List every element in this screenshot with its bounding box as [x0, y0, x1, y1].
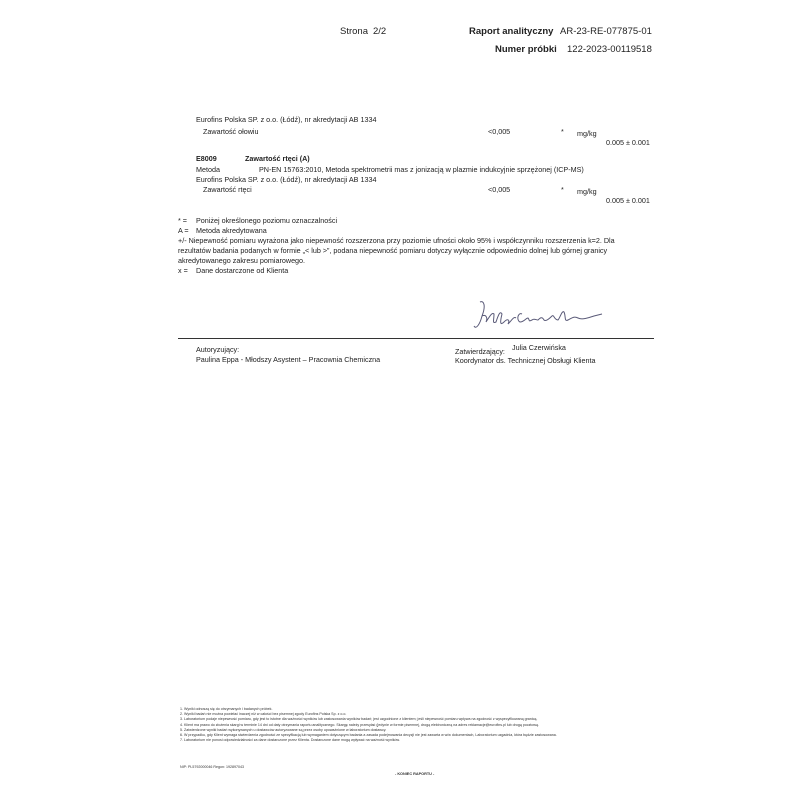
- sample-label: Numer próbki: [495, 44, 557, 55]
- param-lead: Zawartość ołowiu: [203, 127, 259, 136]
- unit-mercury: mg/kg: [577, 187, 597, 196]
- approver-label: Zatwierdzający:: [455, 347, 505, 356]
- authorizer-label: Autoryzujący:: [196, 345, 240, 354]
- signature-graphic: [470, 296, 610, 336]
- signature-divider: [178, 338, 654, 339]
- uncertainty-mercury: 0.005 ± 0.001: [606, 196, 650, 205]
- legend-uncertainty-line-1: +/- Niepewność pomiaru wyrażona jako niepewność rozszerzona przy poziomie ufności około 95% i współczynniku rozszerzenia k=2. Dla: [178, 236, 615, 245]
- legend-text-2: Metoda akredytowana: [196, 226, 267, 235]
- report-number: AR-23-RE-077875-01: [560, 26, 652, 37]
- page-label: Strona: [340, 26, 368, 37]
- uncertainty-lead: 0.005 ± 0.001: [606, 138, 650, 147]
- lab-accreditation-2: Eurofins Polska SP. z o.o. (Łódź), nr akredytacji AB 1334: [196, 175, 377, 184]
- page-number: 2/2: [373, 26, 387, 37]
- footnote-5: 5. Zatwierdzone wyniki badań wykonywanych u dostawców autoryzowane są przez osoby upoważnione w laboratorium dostawcy.: [180, 727, 387, 732]
- flag-mercury: *: [561, 185, 564, 194]
- footnote-6: 6. W przypadku, gdy Klient wymaga stwierdzenia zgodności ze specyfikacją lub wymaganiem dotyczącym badania a zasada podejmowania decyzji nie jest zawarta w w/w dokumentach, Laboratorium uzgadnia, która będzie zastosowana.: [180, 733, 557, 738]
- method-label: Metoda: [196, 165, 220, 174]
- footnote-2: 2. Wyniki badań nie można powielać inaczej niż w całości bez pisemnej zgody Eurofins Polska Sp. z o.o.: [180, 712, 347, 717]
- legend-key-2: A =: [178, 226, 189, 235]
- legend-uncertainty-line-2: rezultatów badania podanych w formie „< lub >”, podana niepewność pomiaru dotyczy wyłącznie odpowiednio dolnej lub górnej granicy: [178, 246, 608, 255]
- approver-name: Julia Czerwińska: [512, 343, 566, 352]
- footnote-7: 7. Laboratorium nie ponosi odpowiedzialności za dane dostarczone przez Klienta. Dostarczone dane mogą wpływać na ważność wyników.: [180, 738, 400, 743]
- nip-regon: NIP: PL5792000046 Regon: 192897043: [180, 765, 244, 769]
- result-mercury: <0,005: [488, 185, 511, 194]
- end-of-report: - KONIEC RAPORTU -: [395, 772, 435, 776]
- legend-uncertainty-line-3: akredytowanego zakresu pomiarowego.: [178, 256, 306, 265]
- footnote-4: 4. Klient ma prawo do złożenia skargi w terminie 14 dni od daty otrzymania raportu analitycznego. Skargę należy przesyłać (jedynie w formie pisemnej, drogą elektroniczną na adres reklamacje@eurofins.pl lub drogą pocztową.: [180, 722, 540, 727]
- footnote-3: 3. Laboratorium podaje niepewność pomiaru, gdy jest to istotne dla ważności wyników lub zastosowania wyników badań; jest uzgodnione z klientem; jeśli niepewność pomiaru wpływa na zgodność z wyspecyfikowaną granicą.: [180, 717, 538, 722]
- legend-key-4: x =: [178, 266, 188, 275]
- report-label: Raport analityczny: [469, 26, 554, 37]
- method-value: PN-EN 15763:2010, Metoda spektrometrii mas z jonizacją w plazmie indukcyjnie sprzężonej (ICP-MS): [259, 165, 584, 174]
- legend-text-1: Poniżej określonego poziomu oznaczalności: [196, 216, 338, 225]
- unit-lead: mg/kg: [577, 129, 597, 138]
- sample-number: 122-2023-00119518: [567, 44, 652, 55]
- legend-text-4: Dane dostarczone od Klienta: [196, 266, 289, 275]
- approver-role: Koordynator ds. Technicznej Obsługi Klienta: [455, 356, 596, 365]
- result-lead: <0,005: [488, 127, 511, 136]
- footnote-1: 1. Wyniki odnoszą się do otrzymanych i badanych próbek.: [180, 707, 273, 711]
- legend-key-1: * =: [178, 216, 187, 225]
- authorizer-name: Paulina Eppa - Młodszy Asystent – Pracownia Chemiczna: [196, 355, 381, 364]
- test-code: E8009: [196, 154, 217, 163]
- footnotes: [180, 707, 700, 743]
- test-title: Zawartość rtęci (A): [245, 154, 310, 163]
- param-mercury: Zawartość rtęci: [203, 185, 252, 194]
- lab-accreditation-1: Eurofins Polska SP. z o.o. (Łódź), nr akredytacji AB 1334: [196, 115, 377, 124]
- flag-lead: *: [561, 127, 564, 136]
